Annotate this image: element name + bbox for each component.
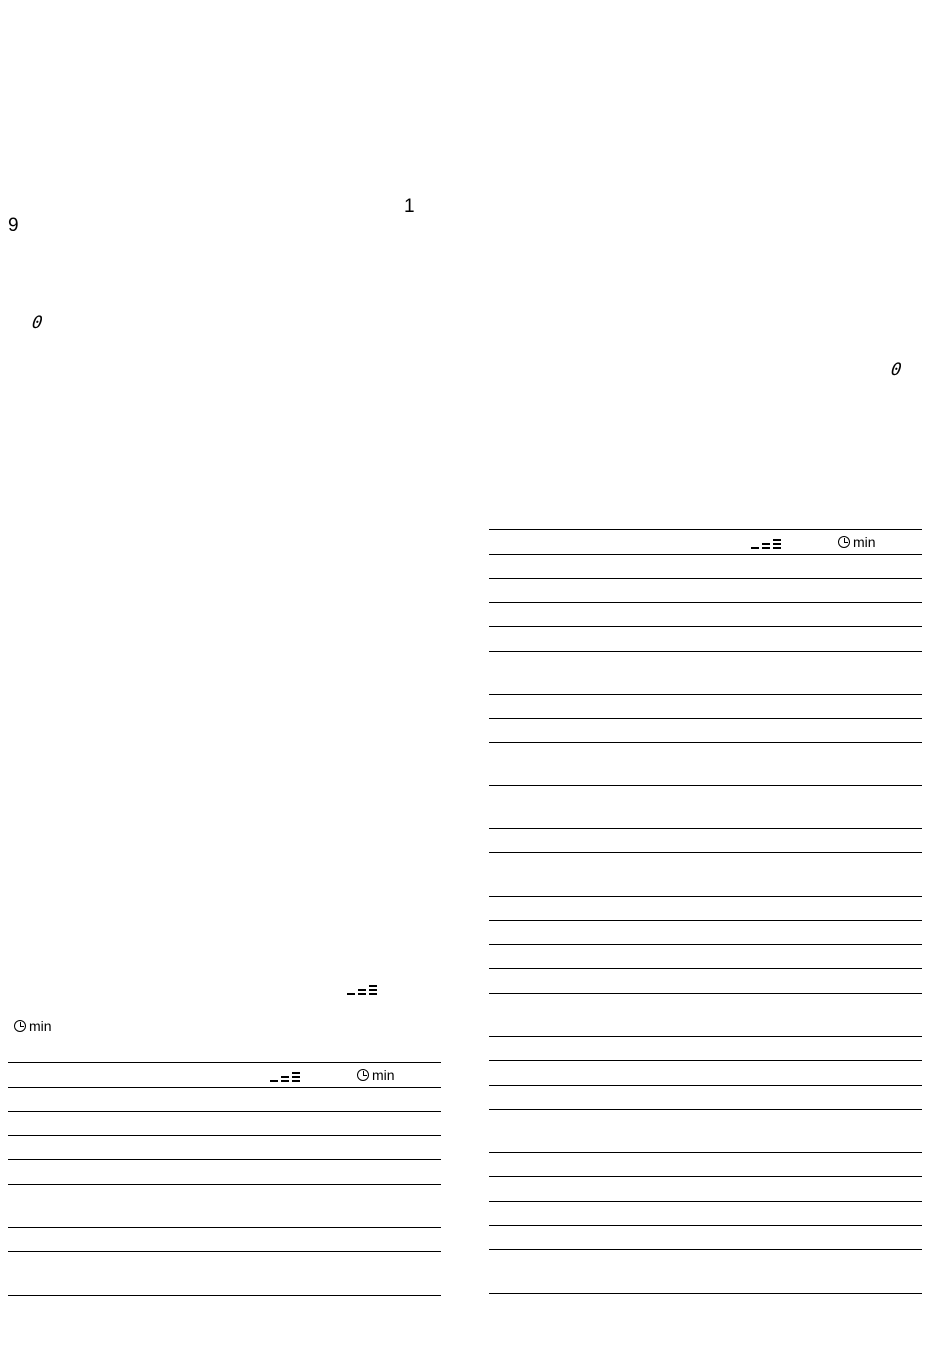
time-header-label: min	[372, 1067, 395, 1083]
table-row	[489, 1085, 922, 1110]
table-row	[489, 1249, 922, 1294]
table-row	[489, 602, 922, 627]
table-row	[8, 1135, 441, 1160]
table-row	[489, 993, 922, 1037]
cooking-table-left	[8, 1062, 441, 1295]
table-row	[8, 1159, 441, 1185]
table-row	[489, 1152, 922, 1177]
table-row	[489, 1225, 922, 1250]
clock-icon	[14, 1020, 26, 1032]
table-row	[489, 896, 922, 921]
display-digit-right: 0	[889, 360, 903, 380]
time-header	[838, 534, 876, 550]
table-row	[8, 1087, 441, 1112]
table-row	[489, 1201, 922, 1226]
table-row	[489, 718, 922, 743]
table-row	[8, 1111, 441, 1136]
table-row	[8, 1184, 441, 1228]
power-level-icon	[751, 535, 787, 556]
time-header	[357, 1067, 395, 1083]
table-row	[489, 742, 922, 786]
table-row	[489, 578, 922, 603]
power-level-icon	[270, 1068, 306, 1089]
time-header-label: min	[853, 534, 876, 550]
table-row	[489, 694, 922, 719]
clock-icon	[838, 536, 850, 548]
table-row	[489, 828, 922, 853]
page-number-9: 9	[8, 215, 19, 236]
cooking-table-right	[489, 529, 922, 1294]
table-row	[489, 1036, 922, 1061]
legend-time-label: min	[29, 1018, 52, 1034]
table-row	[489, 651, 922, 695]
table-row	[489, 1176, 922, 1202]
legend-power-level-icon	[347, 981, 383, 1002]
table-row	[489, 626, 922, 652]
table-row	[489, 920, 922, 945]
table-row	[489, 1109, 922, 1153]
table-row	[8, 1251, 441, 1296]
table-row	[8, 1227, 441, 1252]
legend-time	[14, 1018, 52, 1034]
table-row	[489, 554, 922, 579]
display-digit-left: 0	[30, 313, 44, 333]
table-row	[489, 968, 922, 994]
table-row	[489, 785, 922, 829]
table-row	[489, 1060, 922, 1086]
page-number-1: 1	[404, 196, 415, 217]
clock-icon	[357, 1069, 369, 1081]
table-row	[489, 944, 922, 969]
table-header-row	[489, 529, 922, 555]
table-row	[489, 852, 922, 897]
table-header-row	[8, 1062, 441, 1088]
